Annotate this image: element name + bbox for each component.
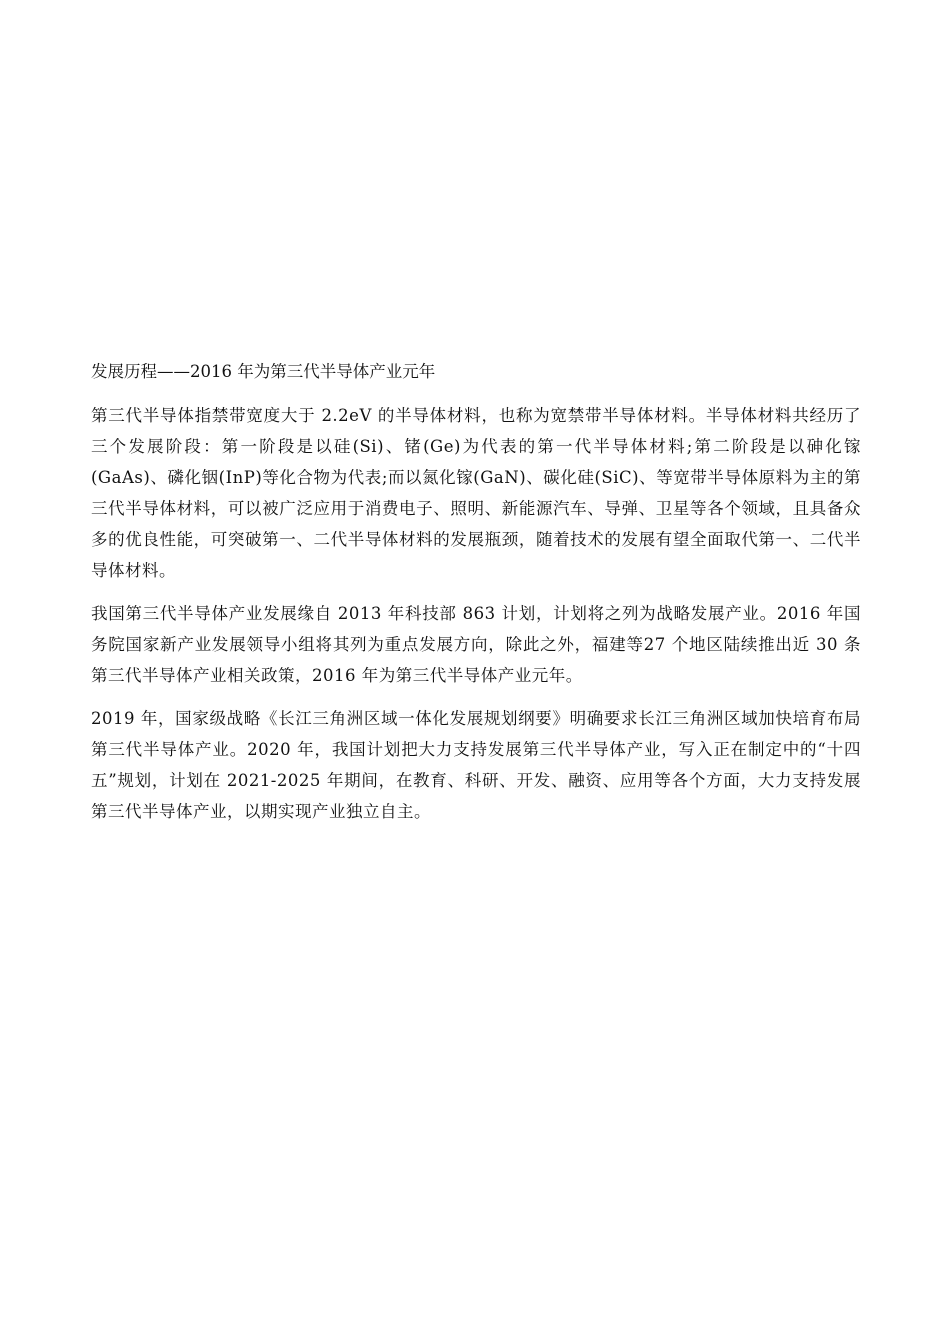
paragraph-policy-history: 我国第三代半导体产业发展缘自 2013 年科技部 863 计划，计划将之列为战略发展产业。2016 年国务院国家新产业发展领导小组将其列为重点发展方向，除此之外，福建等27 个地区陆续推出近 30 条第三代半导体产业相关政策，2016 年为第三代半导体产业元年。 [91,604,861,685]
section-heading: 发展历程——2016 年为第三代半导体产业元年 [91,362,436,381]
document-body [91,358,861,839]
paragraph-definition: 第三代半导体指禁带宽度大于 2.2eV 的半导体材料，也称为宽禁带半导体材料。半导体材料共经历了三个发展阶段：第一阶段是以硅(Si)、锗(Ge)为代表的第一代半导体材料;第二阶段是以砷化镓(GaAs)、磷化铟(InP)等化合物为代表;而以氮化镓(GaN)、碳化硅(SiC)、等宽带半导体原料为主的第三代半导体材料，可以被广泛应用于消费电子、照明、新能源汽车、导弹、卫星等各个领域，且具备众多的优良性能，可突破第一、二代半导体材料的发展瓶颈，随着技术的发展有望全面取代第一、二代半导体材料。 [91,406,861,580]
paragraph-national-strategy: 2019 年，国家级战略《长江三角洲区域一体化发展规划纲要》明确要求长江三角洲区域加快培育布局第三代半导体产业。2020 年，我国计划把大力支持发展第三代半导体产业，写入正在制定中的“十四五”规划，计划在 2021-2025 年期间，在教育、科研、开发、融资、应用等各个方面，大力支持发展第三代半导体产业，以期实现产业独立自主。 [91,709,861,821]
